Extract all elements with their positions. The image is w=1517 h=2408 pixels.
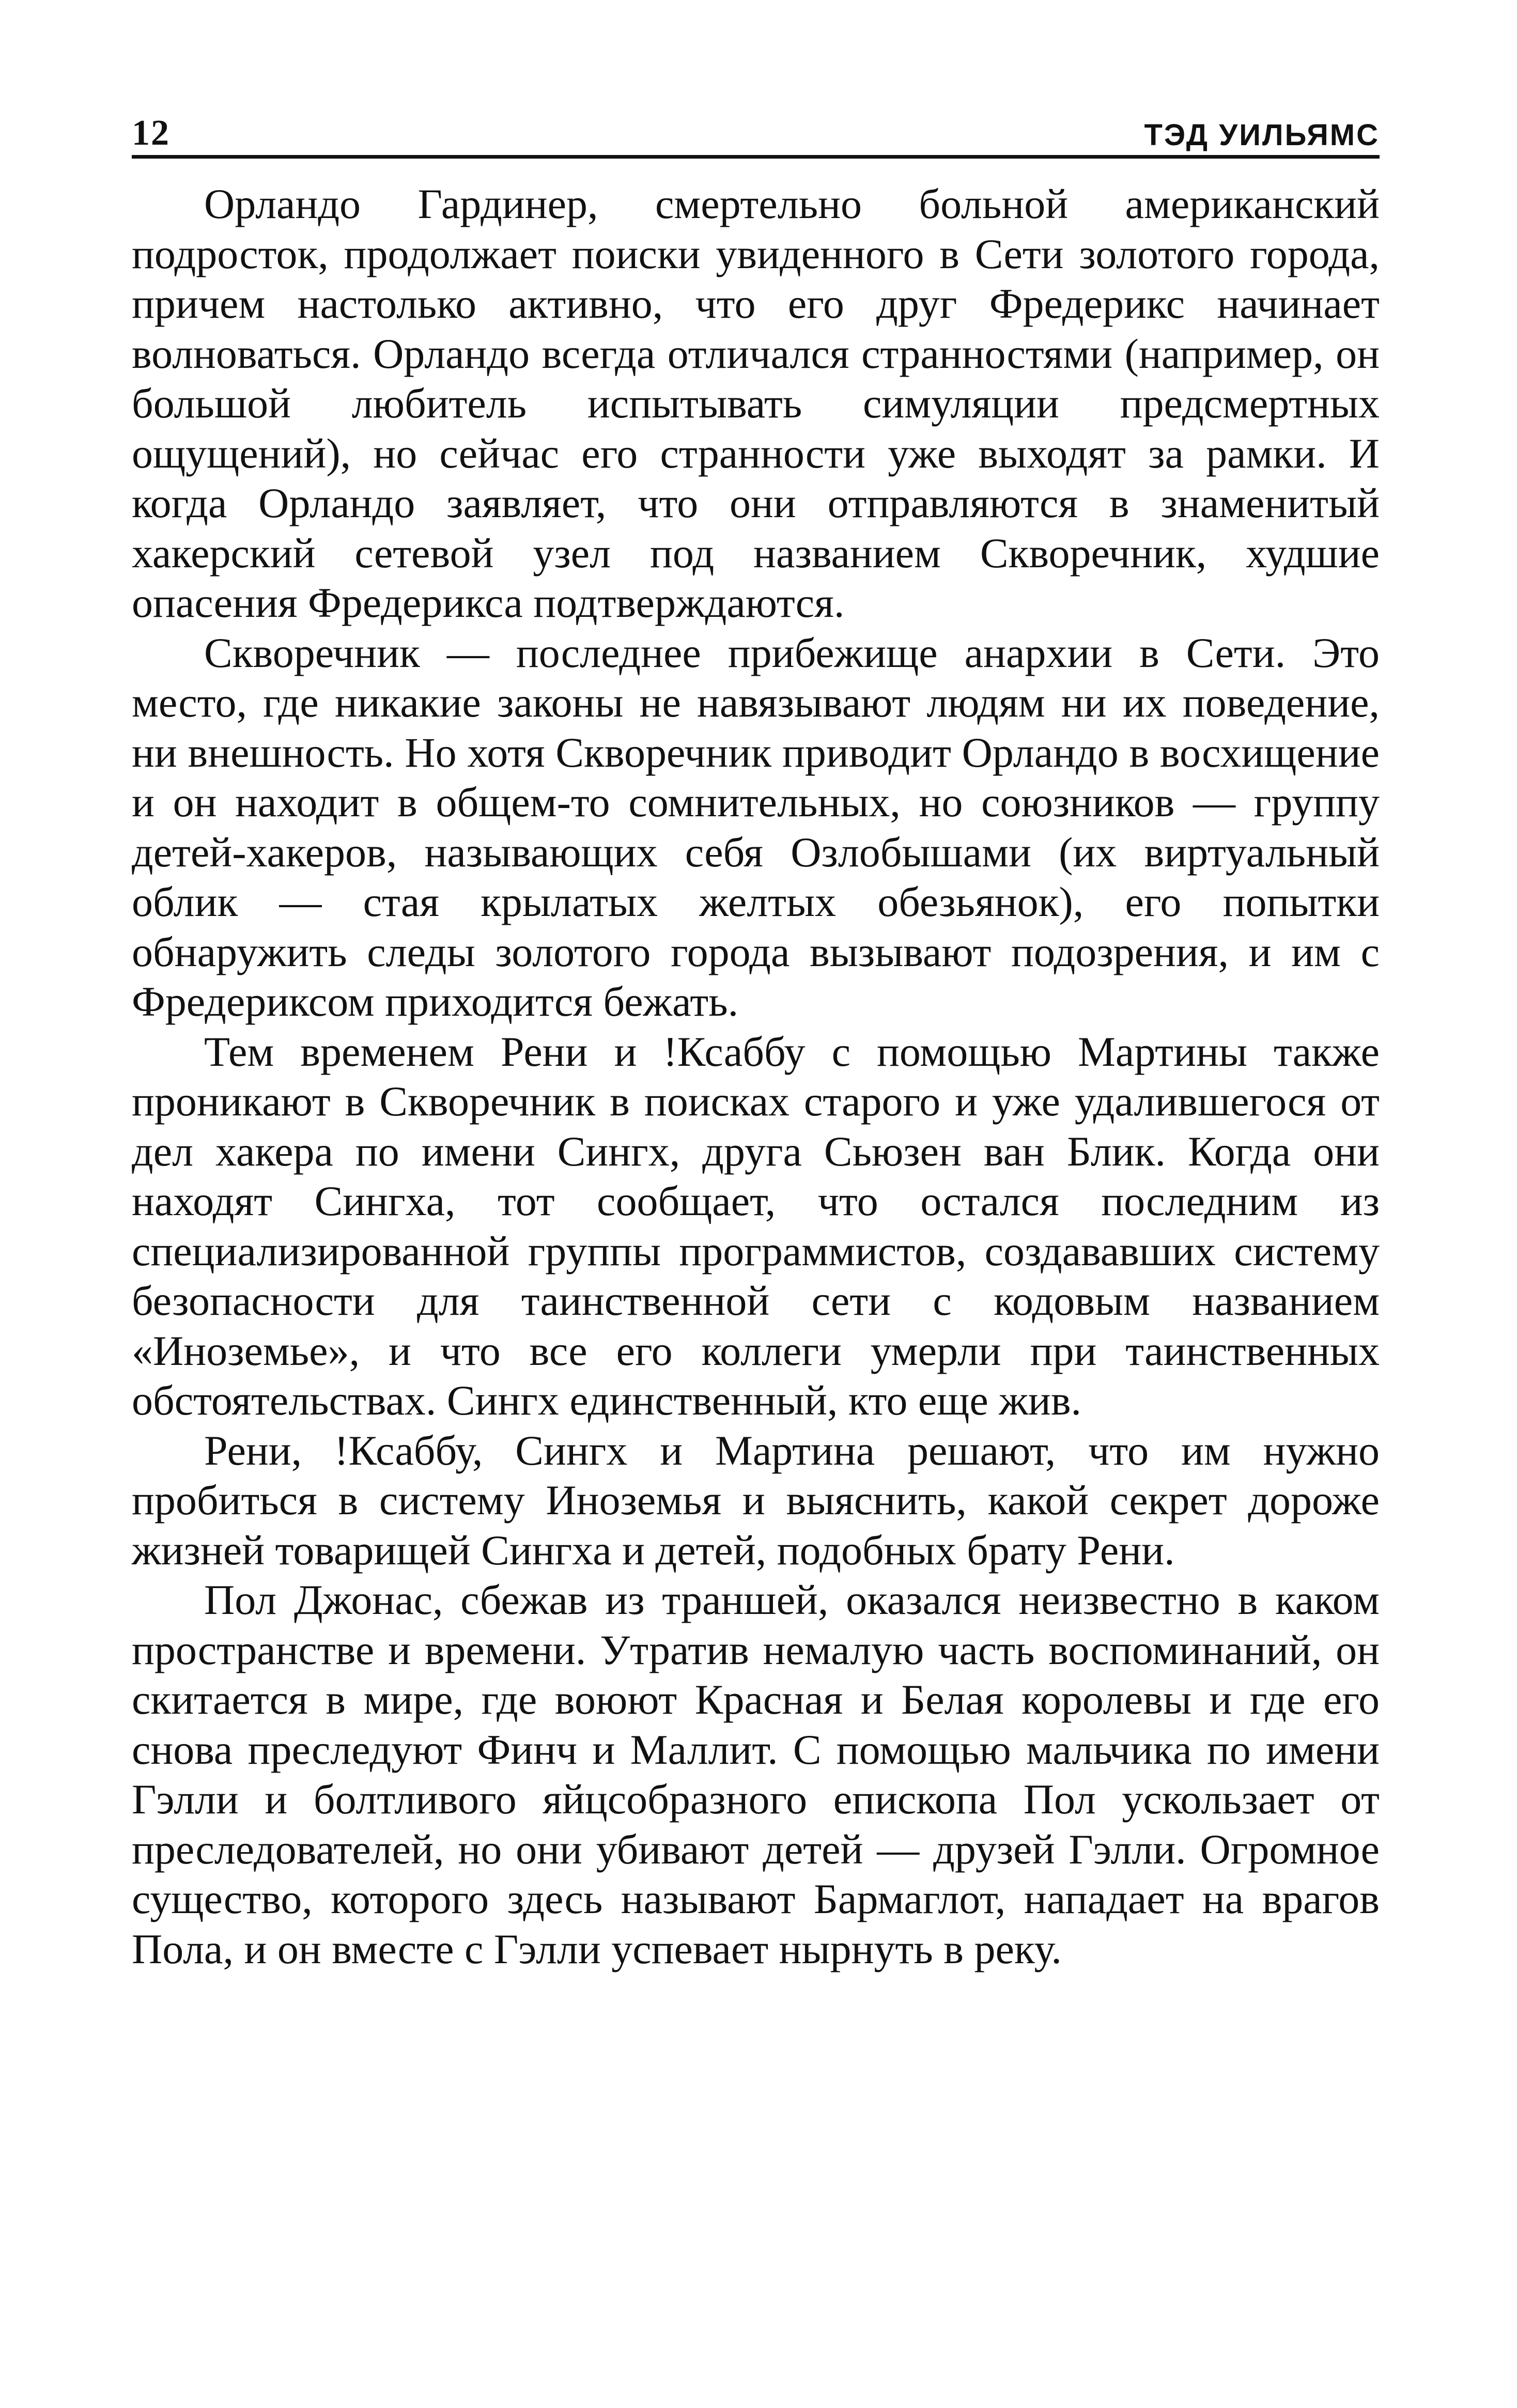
body-text [132, 179, 1380, 1974]
paragraph: Пол Джонас, сбежав из траншей, оказался неизвестно в каком пространстве и времени. Утратив немалую часть воспоминаний, он скитается в мире, где воюют Красная и Белая королевы и где его снова преследуют Финч и Маллит. С помощью мальчика по имени Гэлли и болтливого яйцсобразного епископа Пол ускользает от преследователей, но они убивают детей — друзей Гэлли. Огромное существо, которого здесь называют Бармаглот, нападает на врагов Пола, и он вместе с Гэлли успевает нырнуть в реку. [132, 1576, 1380, 1972]
running-head [132, 103, 1380, 159]
paragraph: Орландо Гардинер, смертельно больной американский подросток, продолжает поиски увиденного в Сети золотого города, причем настолько активно, что его друг Фредерикс начинает волноваться. Орландо всегда отличался странностями (например, он большой любитель испытывать симуляции предсмертных ощущений), но сейчас его странности уже выходят за рамки. И когда Орландо заявляет, что они отправляются в знаменитый хакерский сетевой узел под названием Скворечник, худшие опасения Фредерикса подтверждаются. [132, 180, 1380, 626]
paragraph: Тем временем Рени и !Ксаббу с помощью Мартины также проникают в Скворечник в поисках старого и уже удалившегося от дел хакера по имени Сингх, друга Сьюзен ван Блик. Когда они находят Сингха, тот сообщает, что остался последним из специализированной группы программистов, создававших систему безопасности для таинственной сети с кодовым названием «Иноземье», и что все его коллеги умерли при таинственных обстоятельствах. Сингх единственный, кто еще жив. [132, 1028, 1380, 1424]
page-number: 12 [132, 113, 170, 153]
paragraph: Скворечник — последнее прибежище анархии в Сети. Это место, где никакие законы не навязывают людям ни их поведение, ни внешность. Но хотя Скворечник приводит Орландо в восхищение и он находит в общем-то сомнительных, но союзников — группу детей-хакеров, называющих себя Озлобышами (их виртуальный облик — стая крылатых желтых обезьянок), его попытки обнаружить следы золотого города вызывают подозрения, и им с Фредериксом приходится бежать. [132, 629, 1380, 1025]
book-page [132, 103, 1380, 1974]
paragraph: Рени, !Ксаббу, Сингх и Мартина решают, что им нужно пробиться в систему Иноземья и выяснить, какой секрет дороже жизней товарищей Сингха и детей, подобных брату Рени. [132, 1426, 1380, 1574]
running-head-author: ТЭД УИЛЬЯМС [1144, 118, 1380, 152]
